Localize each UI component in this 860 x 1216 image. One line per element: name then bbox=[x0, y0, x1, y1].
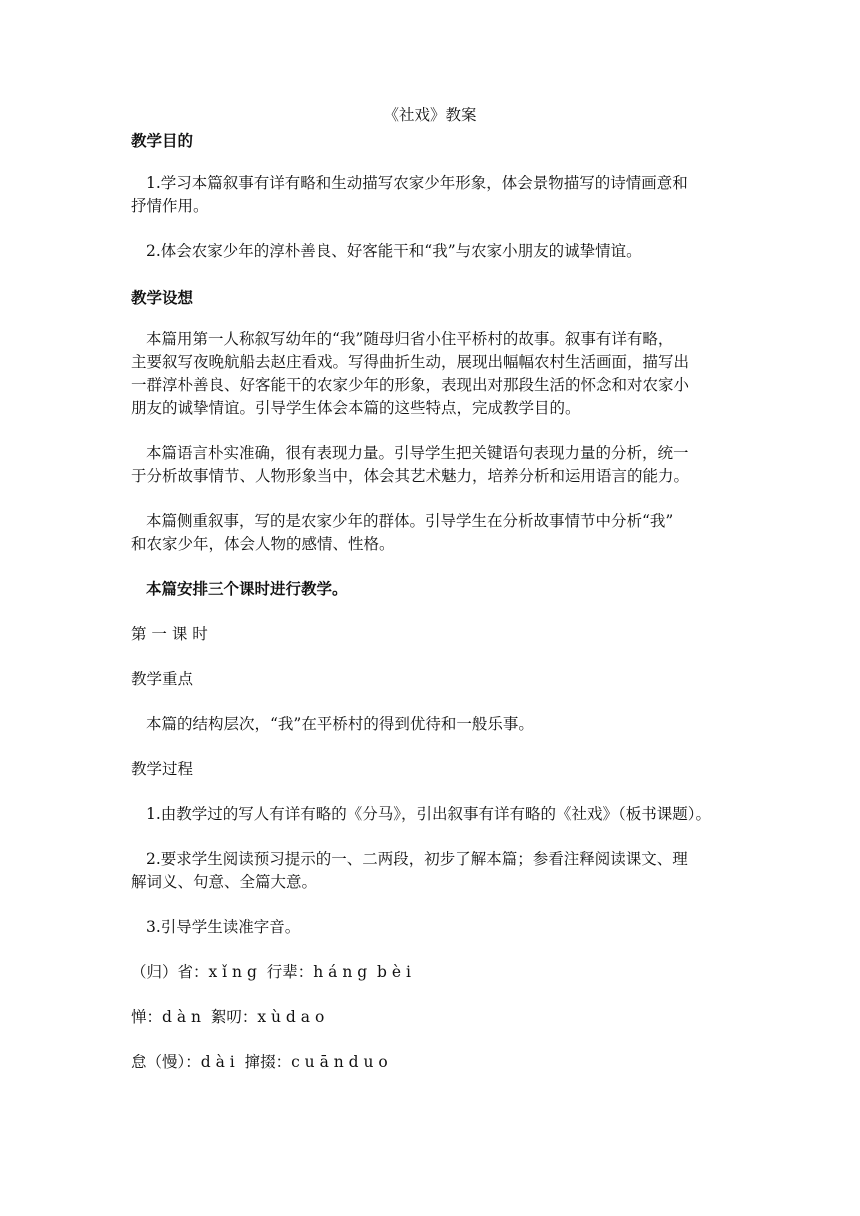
design-paragraph-3-line-2: 和农家少年，体会人物的感情、性格。 bbox=[131, 535, 395, 553]
pinyin-line-3-text: 怠（慢）：d à i 撺掇：c u ā n d u o bbox=[131, 1053, 388, 1071]
process-step-3: 3.引导学生读准字音。 bbox=[146, 918, 301, 936]
document-title: 《社戏》教案 bbox=[383, 106, 477, 124]
design-paragraph-1-line-2: 主要叙写夜晚航船去赵庄看戏。写得曲折生动，展现出幅幅农村生活画面，描写出 bbox=[131, 353, 690, 371]
pinyin-line-1-text: （归）省：x ǐ n g 行辈：h á n g b è i bbox=[131, 963, 411, 981]
goal-1-line-2: 抒情作用。 bbox=[131, 197, 209, 215]
pinyin-line-2-text: 惮：d à n 絮叨：x ù d a o bbox=[131, 1008, 325, 1026]
design-paragraph-1-line-4: 朋友的诚挚情谊。引导学生体会本篇的这些特点，完成教学目的。 bbox=[131, 399, 581, 417]
focus-heading: 教学重点 bbox=[131, 670, 194, 688]
design-heading: 教学设想 bbox=[131, 288, 194, 307]
design-paragraph-4: 本篇安排三个课时进行教学。 bbox=[146, 579, 348, 598]
lesson-heading: 第 一 课 时 bbox=[131, 625, 208, 643]
process-step-1: 1.由教学过的写人有详有略的《分马》，引出叙事有详有略的《社戏》（板书课题）。 bbox=[146, 805, 712, 823]
focus-text: 本篇的结构层次，“我”在平桥村的得到优待和一般乐事。 bbox=[146, 715, 534, 733]
pinyin-line-1 bbox=[131, 961, 731, 983]
process-step-2-line-2: 解词义、句意、全篇大意。 bbox=[131, 873, 318, 891]
process-heading: 教学过程 bbox=[131, 760, 194, 778]
pinyin-line-3 bbox=[131, 1051, 731, 1073]
goals-heading: 教学目的 bbox=[131, 131, 194, 150]
design-paragraph-2-line-2: 于分析故事情节、人物形象当中，体会其艺术魅力，培养分析和运用语言的能力。 bbox=[131, 467, 690, 485]
process-step-2-line-1: 2.要求学生阅读预习提示的一、二两段，初步了解本篇；参看注释阅读课文、理 bbox=[146, 850, 688, 868]
design-paragraph-2-line-1: 本篇语言朴实准确，很有表现力量。引导学生把关键语句表现力量的分析，统一 bbox=[146, 444, 689, 462]
goal-1-line-1: 1.学习本篇叙事有详有略和生动描写农家少年形象，体会景物描写的诗情画意和 bbox=[146, 174, 688, 192]
pinyin-line-2 bbox=[131, 1006, 731, 1028]
design-paragraph-1-line-1: 本篇用第一人称叙写幼年的“我”随母归省小住平桥村的故事。叙事有详有略， bbox=[146, 330, 674, 348]
design-paragraph-1-line-3: 一群淳朴善良、好客能干的农家少年的形象，表现出对那段生活的怀念和对农家小 bbox=[131, 376, 690, 394]
design-paragraph-3-line-1: 本篇侧重叙事，写的是农家少年的群体。引导学生在分析故事情节中分析“我” bbox=[146, 512, 674, 530]
goal-2-text: 2.体会农家少年的淳朴善良、好客能干和“我”与农家小朋友的诚挚情谊。 bbox=[146, 242, 642, 260]
